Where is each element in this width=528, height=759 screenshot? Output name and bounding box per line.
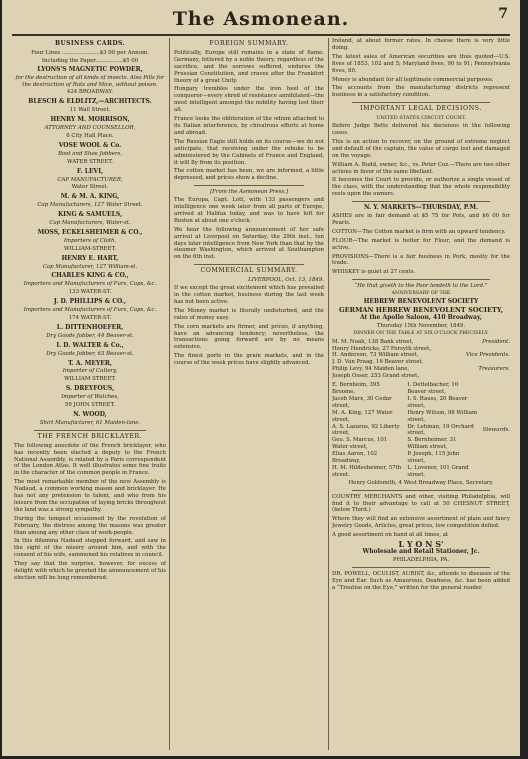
business-card (14, 273, 166, 296)
paragraph: The Money market is literally undisturbed, and the rates of money easy. (174, 307, 324, 321)
business-card-address: Water Street. (71, 184, 109, 191)
cards-price-line: Four Lines ......................$3 00 per Annum. (31, 49, 149, 56)
paragraph: During the tempest occasioned by the revolution of February, the distress among the masons was greater than among any other class of work-people. (14, 515, 166, 536)
business-card-name: N. WOOD, (73, 410, 107, 418)
business-card-name: MOSS, ECKELSHEIMER & CO., (37, 228, 143, 236)
business-card-detail: Importer of Cutlery, (62, 368, 118, 375)
business-card (14, 194, 166, 209)
paragraph: The Europa, Capt. Lott, with 133 passengers and intelligence one week later from all parts of Europe, arrived at Halifax today, and was to have left for Boston at about one o'clock. (174, 197, 324, 224)
masthead-title: The Asmonean. (172, 8, 350, 30)
business-card-detail: Cap Manufacturers, Water-st. (49, 220, 131, 227)
officer-name: H. Anderson, 73 William street, (332, 352, 419, 359)
business-card (14, 230, 166, 253)
paragraph: The accounts from the manufacturing districts represent business in a satisfactory condition. (332, 85, 510, 99)
business-card-address: WILLIAM STREET. (64, 376, 116, 383)
divider (352, 490, 490, 491)
business-card-name: HENRY M. MORRISON, (50, 116, 130, 124)
officer-row (332, 359, 510, 366)
divider (194, 264, 304, 265)
committee-member: Jacob Marx, 30 Cedar street, (332, 395, 392, 409)
business-card-name: BLESCH & ELDLITZ,—ARCHITECTS. (28, 98, 152, 106)
officer-name: Henry Hendricks, 27 Forsyth street, (332, 345, 432, 352)
business-card-detail: Importers of Cloth, (63, 237, 117, 244)
officer-row (332, 366, 510, 373)
continued-text (332, 38, 510, 99)
divider (352, 102, 490, 103)
column-1 (14, 38, 166, 750)
business-card-detail: Importer of Watches, (61, 394, 119, 401)
business-card (14, 256, 166, 271)
committee-member: Henry Wilson, 98 William street, (407, 409, 478, 423)
officers-list (332, 339, 510, 380)
business-card-name: I. D. WALTER & Co., (56, 341, 124, 349)
business-cards-heading: BUSINESS CARDS. (55, 40, 125, 47)
paragraph: FLOUR—The market is better for Flour, and the demand is active. (332, 237, 510, 251)
paragraph: William A. Budd, owner, &c., vs. Peter Coz.—There are two other actions in favor of the same libellant. (332, 161, 510, 175)
society-place: At the Apollo Saloon, 410 Broadway, (360, 313, 482, 321)
committee-left (332, 382, 403, 479)
paragraph: In this dilemma Nadaud stepped forward, and saw in the sight of the misery around him, and with the consent of his wife, summoned his relatives in council. (14, 538, 166, 559)
cards-pricing (14, 50, 166, 65)
foreign-summary-heading: FOREIGN SUMMARY. (209, 40, 289, 47)
business-card-address: 424 BROADWAY. (66, 89, 114, 96)
markets-body (332, 213, 510, 276)
oculist-ad: DR. POWELL, OCULIST, AURIST, &c, attends to diseases of the Eye and Ear. Such as Amaurosis, Deafness, &c. has been added a “Treatise on the Eye,” written for the general reader. (332, 570, 510, 591)
paragraph: Before Judge Betts delivered his decisions in the following cases. (332, 123, 510, 136)
business-card (14, 325, 166, 340)
column-2 (174, 38, 324, 750)
business-card-address: 11 Wall Street. (69, 107, 111, 114)
committee-member: S. Bernheimer, 31 William street, (407, 437, 457, 451)
column-rule (328, 38, 329, 750)
committee-member: A. S. Lazarus, 92 Liberty street, (332, 423, 400, 437)
paragraph: This is an action to recover, on the ground of extreme neglect and default of the captain, the value of cargo lost and damaged on the voyage. (332, 138, 510, 159)
cards-price-line: Including the Paper................$5 00 (41, 57, 139, 64)
business-card-detail: CAP MANUFACTURER, (57, 176, 123, 183)
business-card (14, 117, 166, 140)
business-card-name: LYONS'S MAGNETIC POWDER, (37, 65, 143, 73)
divider (352, 567, 490, 568)
paragraph: It becomes the Court to provide, or authorize a single vessel of the class, with the understanding that the whole responsibility rests upon the owners. (332, 177, 510, 198)
paragraph: The latest sales of American securities are thus quoted—U.S. fives of 1853, 102 and 5; Maryland fives, 90 to 91; Pennsylvania fives, 80. (332, 53, 510, 74)
paragraph: The following anecdote of the French bricklayer, who has recently been elected a deputy to the French National Assembly, is related by a Paris correspondent of the London Atlas. It well illustrates some fine traits in the character of the common people in France. (14, 442, 166, 477)
officer-role: Vice Presidents. (465, 352, 510, 359)
business-card-detail: Importers and Manufacturers of Furs, Caps, &c. (23, 307, 157, 314)
committee-member: I. Dettelbacher, 10 Beaver street, (407, 382, 459, 395)
business-card-address: 6 City Hall Place. (66, 132, 114, 139)
paragraph: Where they will find an extensive assortment of plain and fancy Jewelry Goods, Articles, great prices, low competition defied. (332, 516, 510, 530)
column-rule (169, 38, 170, 750)
committee-member: Geo. S. Marcus, 101 Water street, (332, 437, 388, 451)
paragraph: WHISKEY is quiet at 27 cents. (332, 269, 416, 276)
paragraph: The corn markets are firmer, and prices, if anything, have an advancing tendency; nevertheless, the transactions going forward are by no means extensive. (174, 323, 324, 351)
business-card (14, 212, 166, 227)
society-subheading: GERMAN HEBREW BENEVOLENT SOCIETY, (338, 306, 504, 314)
business-card-name: VOSE WOOL & Co. (58, 141, 122, 149)
business-card-name: L. DITTENHOEFER, (56, 323, 124, 331)
exchange-body (174, 197, 324, 261)
paragraph: If we except the great excitement which has prevailed in the cotton market, business during the last week has not been active. (174, 285, 324, 305)
court-heading: UNITED STATES CIRCUIT COURT. (376, 115, 466, 122)
business-card (14, 361, 166, 384)
business-card-name: HENRY E. HART, (61, 254, 119, 262)
newspaper-page (2, 0, 520, 756)
business-card (14, 67, 166, 97)
country-merchants-ad (332, 494, 510, 539)
business-card-name: F. LEVI, (76, 167, 104, 175)
paragraph: Money is abundant for all legitimate commercial purposes. (332, 76, 494, 83)
commercial-summary-heading: COMMERCIAL SUMMARY. (200, 267, 298, 275)
committee-member: P. Joseph, 115 John street, (407, 451, 460, 465)
page-number: 7 (498, 6, 508, 22)
lyons-name: L Y O N S' (398, 539, 444, 550)
business-card-detail: Dry Goods Jobber, 44 Beaver-st. (46, 332, 134, 339)
paragraph: COTTON—The Cotton market is firm with an upward tendency. (332, 228, 506, 235)
business-card-detail: ATTORNEY AND COUNSELLOR, (44, 125, 136, 132)
paragraph: The Russian Eagle still holds on its course—we do not anticipate, that receiving under the rebuke to be administered by the Cabinets of France and England, it will fly from its position. (174, 138, 324, 166)
officer-name: M. M. Noah, 138 Bank street, (332, 338, 414, 345)
lyons-detail: Wholesale and Retail Stationer, Jc. (362, 548, 480, 555)
committee-right (407, 382, 478, 479)
business-card-detail: Importers and Manufacturers of Furs, Caps, &c. (23, 281, 157, 288)
masthead (12, 6, 510, 36)
business-card-detail: Boot and Shoe Jobbers, (57, 150, 123, 157)
paragraph: The most remarkable member of the new Assembly is Nadaud, a common working mason and bricklayer. He has not any pretension to talent, and who from his leisure from the occupation of laying bricks throughout the land was a strong sympathy. (14, 479, 166, 513)
officer-name: Joseph Osser, 253 Grand street, (332, 373, 420, 380)
business-card (14, 299, 166, 322)
anniversary-heading: ANNIVERSARY OF THE (391, 291, 451, 297)
paragraph: COUNTRY MERCHANTS and other, visiting Philadelphia, will find it to their advantage to call at 50 CHESNUT STREET, (below Third.) (332, 493, 510, 514)
business-card-address: WILLIAM-STREET. (64, 245, 116, 252)
committee-member: Elias Aaron, 102 Broadway, (332, 451, 378, 465)
exchange-note: [From the Asmonean Press.] (210, 189, 288, 196)
story-heading: THE FRENCH BRICKLAYER. (37, 432, 143, 440)
officer-role: President. (482, 338, 510, 345)
paragraph: Hungary trembles under the iron heel of the conqueror—every shred of resistance annihilated—the most intelligent amongst the nobility having lost their all. (174, 86, 324, 114)
paragraph: Ireland, at about former rates. In cheese there is very little doing. (332, 38, 510, 51)
officer-name: Philip Levy, 94 Maiden lane, (332, 366, 410, 373)
business-card (14, 143, 166, 166)
story-body (14, 443, 166, 582)
paragraph: Politically, Europe still remains in a state of flame. Germany, fettered by a noble theory, regardless of the sacrifice, and the sorrows suffered, endures the Prussian Constitution, and craves after the Frankfort theory of a great Unity. (174, 49, 324, 84)
committee-member: E. Bernheim, 395 Broome, (332, 382, 380, 395)
business-card (14, 412, 166, 427)
society-date: Thursday 15th November, 1849. (376, 322, 466, 329)
business-card (14, 386, 166, 409)
divider (352, 201, 490, 202)
business-card-address: 174 WATER-ST. (68, 315, 112, 321)
society-dinner-line: DINNER ON THE TABLE AT SIX O'CLOCK PRECISELY. (353, 330, 489, 336)
officer-name: J. D. Van Praag, 16 Beaver street, (332, 359, 424, 366)
committee-member: M. A. King, 127 Water street, (332, 409, 393, 423)
paragraph: ASHES are in fair demand at $5 75 for Pots, and $6 00 for Pearls. (332, 213, 510, 226)
business-card-name: KING & SAMUELS, (57, 211, 123, 219)
society-heading: HEBREW BENEVOLENT SOCIETY (363, 298, 479, 306)
business-card-detail: Shirt Manufacturer, 61 Maiden-lane. (39, 419, 141, 426)
business-card-name: S. DREYFOUS, (65, 385, 115, 393)
officer-row (332, 346, 510, 353)
paragraph: France looks the obliteration of the odium attached to its Italian interference, by chivalrous efforts at home and abroad. (174, 116, 324, 136)
paragraph: PROVISIONS—There is a fair business in Pork, mostly for the trade. (332, 253, 510, 267)
business-card-address: WATER STREET. (67, 158, 113, 165)
committee-member: Dr. Lehman, 19 Orchard street, (407, 423, 474, 437)
foreign-summary-body (174, 50, 324, 182)
officer-row (332, 339, 510, 346)
business-cards-list (14, 67, 166, 427)
paragraph: The cotton market has been, we are informed, a little depressed, and prices show a decline. (174, 168, 324, 182)
business-card-name: M. & M. A. KING, (60, 193, 120, 201)
committee-role: Stewards. (482, 426, 510, 433)
paragraph: A good assortment on hand at all times, at (332, 532, 449, 539)
committee-member: H. M. Hildesheimer, 57th street. (332, 464, 402, 478)
secretary-line: Henry Goldsmith, 4 West Broadway Place, Secretary. (348, 479, 494, 486)
business-card-detail: Cap Manufacturers, 127 Water Street. (37, 202, 143, 209)
divider (194, 185, 304, 186)
important-legal-heading: IMPORTANT LEGAL DECISIONS. (360, 105, 482, 113)
commercial-dateline: LIVERPOOL, Oct. 13, 1849. (248, 277, 324, 284)
markets-heading: N. Y. MARKETS—THURSDAY, P.M. (363, 204, 479, 212)
business-card-address: 59 JOHN STREET. (64, 402, 116, 409)
paragraph: We hear the following announcement of her safe arrival at Liverpool on Saturday, the 29th inst., ten days later intelligence from New York than that by the steamer Washington, which arrived at Southampton on the 6th inst. (174, 226, 324, 261)
column-3 (332, 38, 510, 750)
officer-row (332, 352, 510, 359)
business-card-name: J. D. PHILLIPS & CO., (53, 298, 127, 306)
business-card-address: 133 WATER-ST. (68, 289, 112, 296)
paragraph: The finest ports in the grain markets, and in the course of the week prices have slightly advanced. (174, 353, 324, 367)
officer-row (332, 373, 510, 380)
commercial-summary-body (174, 285, 324, 367)
committee-member: I. S. Rauss, 20 Beaver street, (407, 395, 468, 409)
business-card-detail: for the destruction of all kinds of insects. Also Pills for the destruction of Rats and Mice, without poison. (15, 74, 165, 88)
business-card (14, 169, 166, 192)
paragraph: They say that the surprise, however, for excess of delight with which he greeted the announcement of his election will be long remembered. (14, 561, 166, 581)
business-card-detail: Cap Manufacturer, 127 William-st. (42, 263, 138, 270)
committee-list (332, 382, 510, 479)
business-card-detail: Dry Goods Jobber, 63 Beaver-st. (46, 350, 134, 357)
divider (34, 430, 146, 431)
lyons-city: PHILADELPHIA, PA. (392, 556, 450, 563)
business-card (14, 343, 166, 358)
legal-decisions-body (332, 123, 510, 198)
committee-member: L. Lovenor, 101 Grand street. (407, 464, 469, 478)
business-card-name: CHARLES KING & CO., (51, 272, 129, 280)
business-card-name: T. A. MEYER, (68, 359, 112, 367)
officer-role: Treasurers. (478, 366, 510, 373)
business-card (14, 99, 166, 114)
divider (352, 279, 490, 280)
charity-quote: “He that giveth to the Poor lendeth to the Lord.” (354, 283, 488, 290)
